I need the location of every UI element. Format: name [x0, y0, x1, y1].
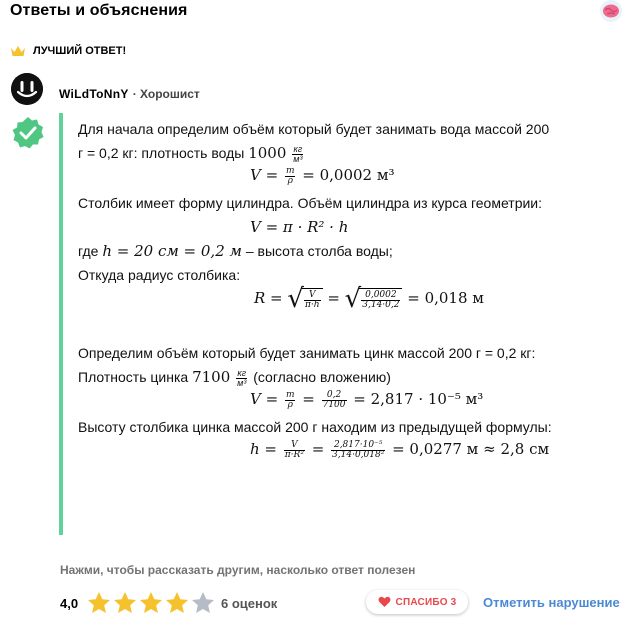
sqrt-sign: √: [344, 284, 362, 314]
fraction-denominator: 3,14·0,018²: [332, 449, 385, 460]
formula-part: V =: [250, 390, 283, 408]
fraction-numerator: 2,817·10⁻⁵: [331, 441, 385, 451]
sqrt: [287, 286, 322, 312]
answer-text: Плотность цинка: [78, 369, 189, 385]
formula-part: =: [306, 440, 330, 458]
fraction-numerator: m: [285, 389, 295, 400]
star-filled-icon[interactable]: [138, 590, 164, 616]
formula-part: = 2,817 · 10⁻⁵ м³: [348, 390, 484, 408]
formula-height: h = 20 см = 0,2 м: [102, 242, 242, 260]
rating-stars[interactable]: [86, 590, 216, 616]
verified-check-icon: [11, 116, 45, 150]
formula-volume-zinc: [250, 390, 483, 410]
star-filled-icon[interactable]: [86, 590, 112, 616]
fraction-numerator: 0,2: [322, 391, 347, 401]
answer-text: где: [78, 243, 99, 259]
formula-part: =: [322, 289, 345, 307]
answer-text: г = 0,2 кг: плотность воды: [78, 145, 245, 161]
answer-line: Для начала определим объём который будет занимать вода массой 200: [78, 121, 550, 137]
thanks-button[interactable]: [366, 590, 468, 614]
answer-line: [78, 368, 391, 388]
fraction-numerator: кг: [237, 367, 247, 378]
answer-line: Столбик имеет форму цилиндра. Объём цилиндра из курса геометрии:: [78, 195, 543, 211]
fraction-numerator: V: [304, 291, 321, 301]
sqrt: [345, 286, 403, 312]
star-empty-icon[interactable]: [190, 590, 216, 616]
formula-part: R =: [254, 289, 288, 307]
answer-text: (согласно вложению): [253, 369, 391, 385]
votes-count: 6 оценок: [221, 596, 278, 611]
best-answer-badge: [10, 43, 126, 59]
author-name[interactable]: WiLdToNnY: [59, 87, 129, 101]
crown-icon: [10, 45, 26, 57]
formula-part: V =: [250, 166, 283, 184]
answer-text: – высота столба воды;: [241, 243, 393, 259]
answer-line: [78, 242, 393, 260]
formula-part: = 0,0002 м³: [297, 166, 395, 184]
smile-avatar-icon[interactable]: [11, 73, 43, 105]
fraction: [304, 291, 321, 310]
section-title: Ответы и объяснения: [10, 2, 188, 19]
fraction: [322, 391, 347, 410]
answer-line: Откуда радиус столбика:: [78, 267, 241, 283]
fraction-unit: [236, 369, 247, 388]
fraction-unit: [292, 145, 303, 164]
answer-line: [78, 144, 305, 164]
fraction-numerator: кг: [293, 143, 303, 154]
fraction-numerator: 0,0002: [361, 291, 400, 301]
fraction-denominator: π·R²: [284, 449, 304, 460]
formula-density-zinc: 7100: [192, 368, 231, 386]
formula-cylinder: V = π · R² · h: [250, 218, 349, 236]
fraction: [331, 441, 385, 460]
formula-height-zinc: [250, 440, 549, 460]
fraction-denominator: ρ: [287, 399, 293, 410]
rating-hint: Нажми, чтобы рассказать другим, насколько ответ полезен: [60, 563, 416, 577]
star-filled-icon[interactable]: [164, 590, 190, 616]
answer-accent-bar: [59, 113, 63, 535]
rating-value: 4,0: [60, 596, 79, 611]
author-rank: · Хорошист: [132, 87, 200, 101]
heart-icon: [378, 596, 391, 608]
formula-radius: [254, 286, 484, 312]
formula-part: = 0,018 м: [402, 289, 484, 307]
fraction-denominator: 3,14·0,2: [362, 299, 400, 310]
formula-part: =: [297, 390, 320, 408]
formula-volume-water: [250, 166, 395, 186]
star-filled-icon[interactable]: [112, 590, 138, 616]
author-info: [59, 87, 200, 101]
fraction-denominator: м³: [293, 153, 303, 164]
best-answer-label: ЛУЧШИЙ ОТВЕТ!: [33, 45, 127, 57]
fraction: [361, 291, 400, 310]
formula-part: h =: [250, 440, 282, 458]
fraction-denominator: ρ: [287, 175, 293, 186]
fraction: [284, 441, 305, 460]
fraction-numerator: m: [285, 165, 295, 176]
answer-line: Определим объём который будет занимать цинк массой 200 г = 0,2 кг:: [78, 345, 536, 361]
report-link[interactable]: Отметить нарушение: [483, 595, 620, 610]
fraction-denominator: 7100: [322, 399, 346, 410]
answer-line: Высоту столбика цинка массой 200 г находим из предыдущей формулы:: [78, 419, 552, 435]
formula-density-water: 1000: [248, 144, 287, 162]
sqrt-sign: √: [287, 284, 304, 314]
fraction-denominator: м³: [237, 377, 247, 388]
thanks-label: СПАСИБО 3: [395, 596, 457, 608]
fraction: [285, 167, 296, 186]
fraction-denominator: π·h: [304, 299, 320, 310]
fraction: [285, 391, 296, 410]
formula-part: = 0,0277 м ≈ 2,8 см: [387, 440, 550, 458]
brain-icon: [600, 0, 622, 22]
fraction-numerator: V: [284, 441, 305, 451]
